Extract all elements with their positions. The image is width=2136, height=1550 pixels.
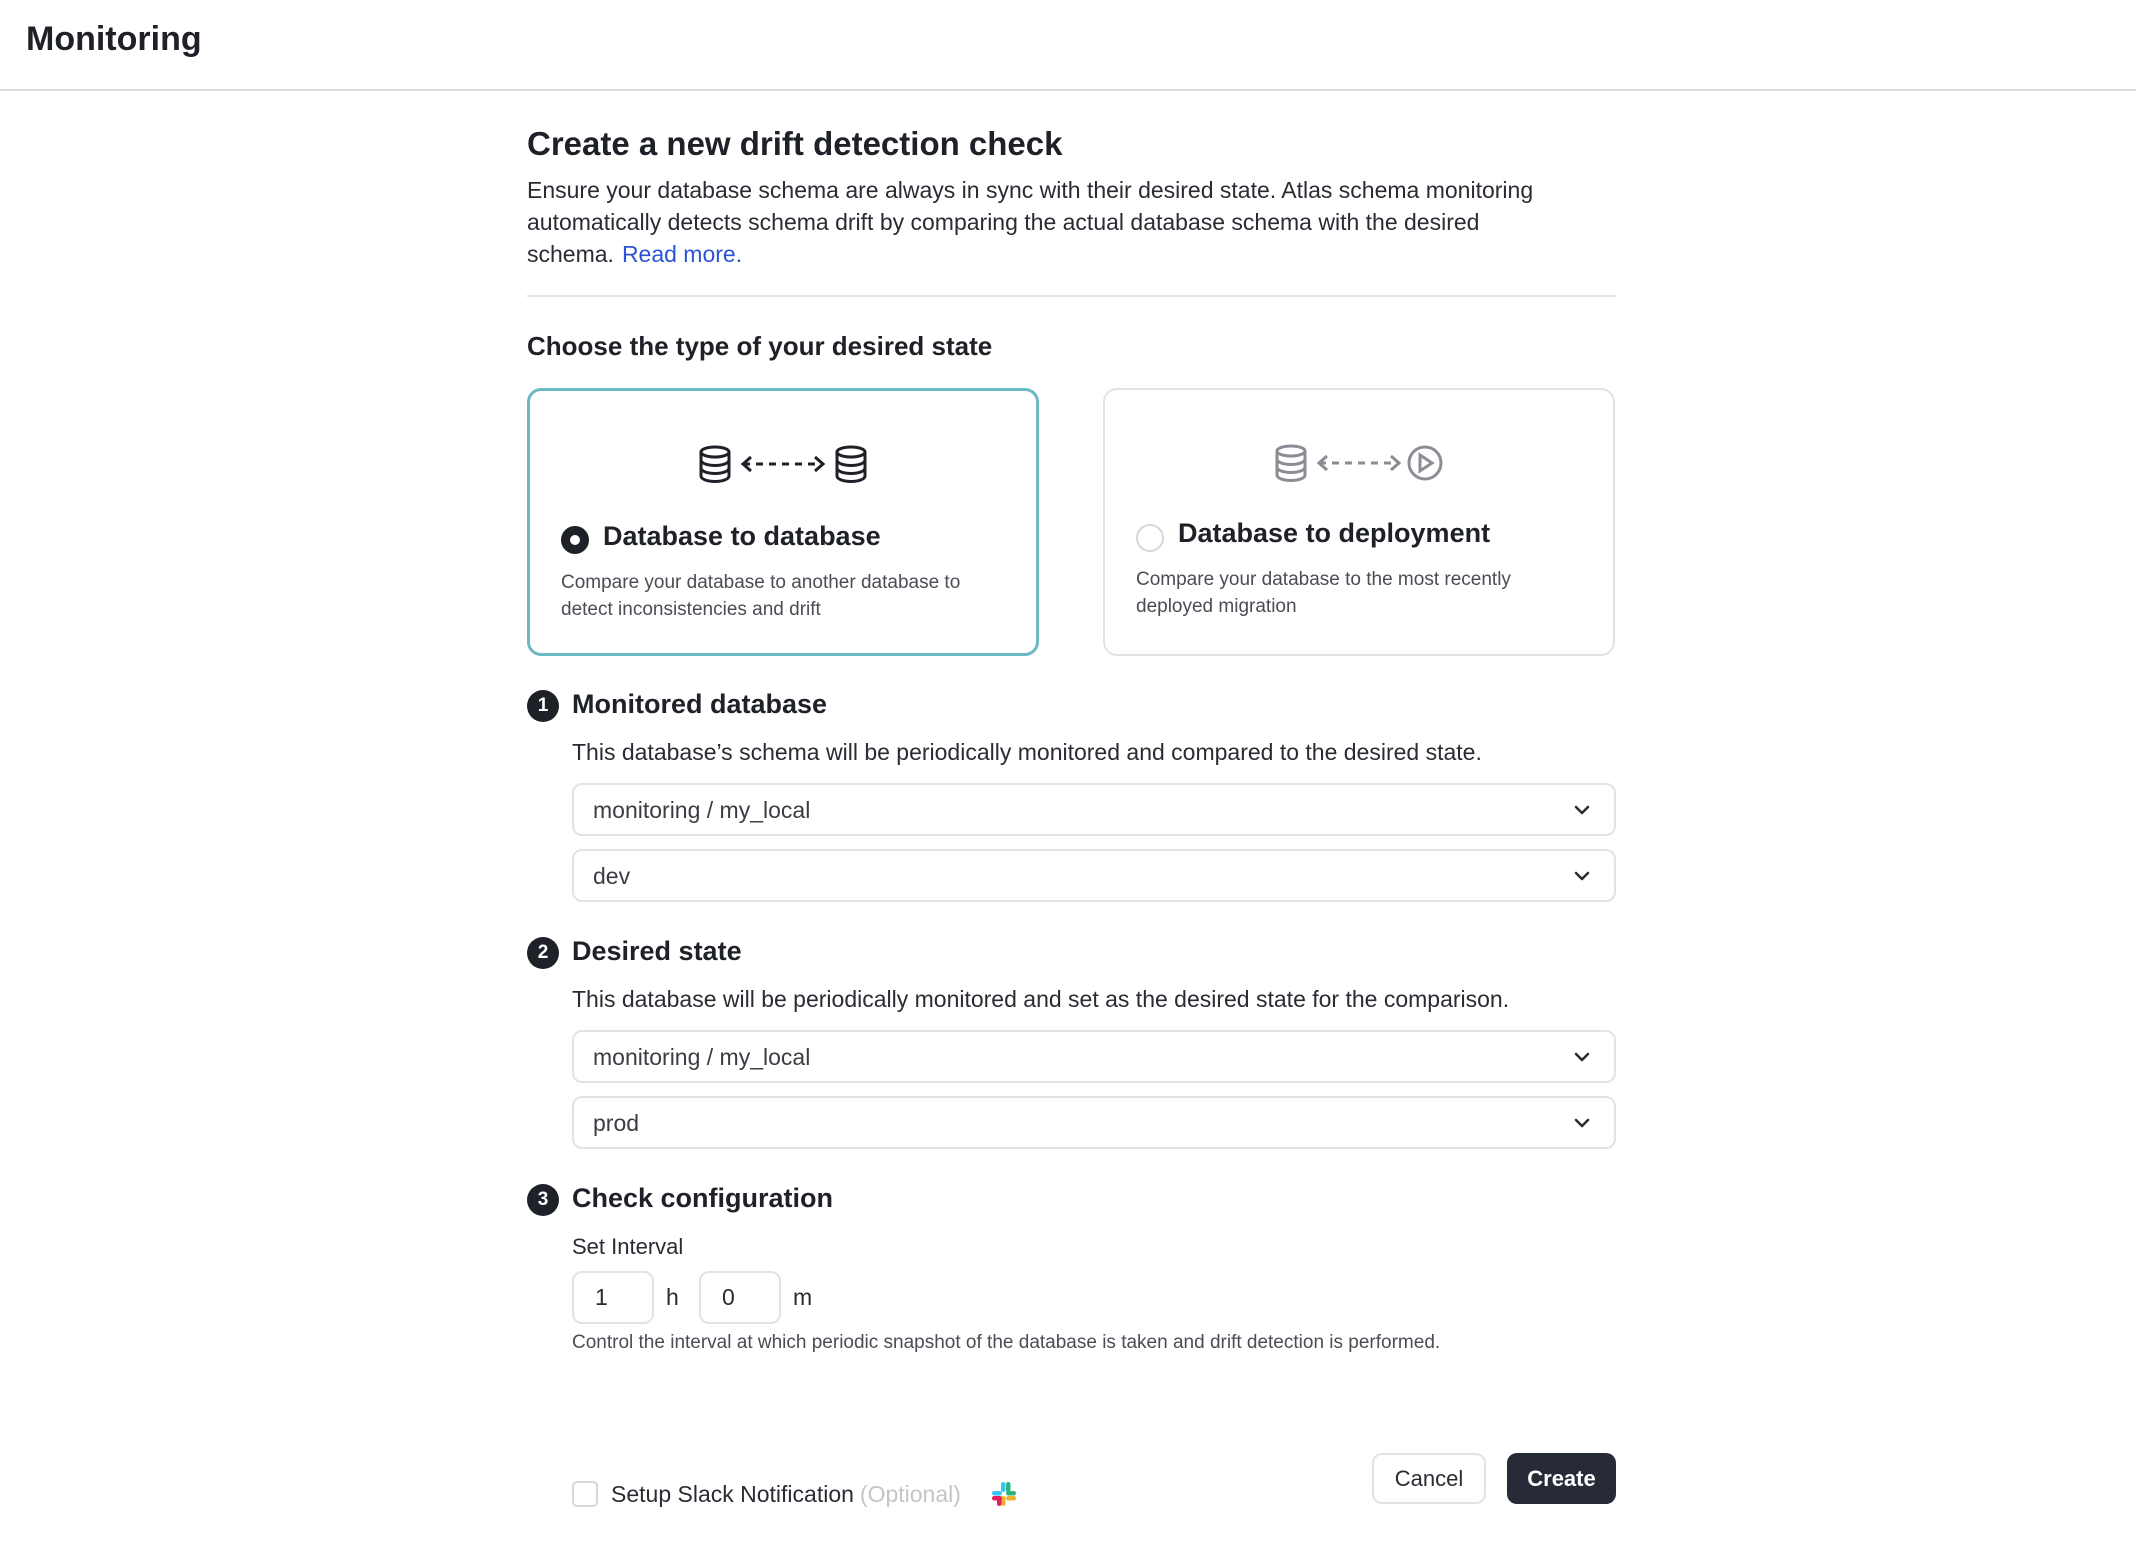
slack-notification-label[interactable] xyxy=(611,1481,961,1508)
database-icon xyxy=(837,447,865,482)
option-title: Database to database xyxy=(603,521,881,551)
top-bar xyxy=(0,0,2136,91)
step-number-badge: 3 xyxy=(527,1184,559,1216)
divider xyxy=(527,295,1616,297)
interval-hours-input[interactable] xyxy=(572,1271,654,1324)
intro-text xyxy=(527,174,1616,270)
chevron-down-icon xyxy=(1572,866,1592,886)
chevron-down-icon xyxy=(1572,800,1592,820)
option-title: Database to deployment xyxy=(1178,518,1491,548)
step-title-check-configuration: Check configuration xyxy=(572,1183,834,1213)
bidirectional-arrow-icon xyxy=(743,457,823,471)
step-number-badge: 2 xyxy=(527,937,559,969)
intro-body: Ensure your database schema are always in sync with their desired state. Atlas schema monitoring automatically detects schema drift by comparing the actual database schema with the desired schema. xyxy=(527,177,1534,267)
slack-notification-checkbox[interactable] xyxy=(572,1481,598,1507)
step-description: This database’s schema will be periodically monitored and compared to the desired state. xyxy=(572,739,1482,765)
card-icons xyxy=(530,443,1036,485)
cancel-button[interactable]: Cancel xyxy=(1372,1453,1486,1504)
step-number-badge: 1 xyxy=(527,690,559,722)
slack-icon xyxy=(990,1480,1018,1508)
chevron-down-icon xyxy=(1572,1113,1592,1133)
minutes-unit: m xyxy=(793,1284,813,1310)
chevron-down-icon xyxy=(1572,1047,1592,1067)
step-description: This database will be periodically monitored and set as the desired state for the comparison. xyxy=(572,986,1510,1012)
option-description: Compare your database to the most recently deployed migration xyxy=(1136,569,1511,617)
page-title: Create a new drift detection check xyxy=(527,125,1063,162)
step-title-desired-state: Desired state xyxy=(572,936,742,966)
db-to-deployment-illustration xyxy=(1274,442,1444,484)
create-button[interactable]: Create xyxy=(1507,1453,1616,1504)
radio-button[interactable] xyxy=(1136,524,1164,552)
option-database-to-database[interactable] xyxy=(527,388,1039,656)
radio-button-selected[interactable] xyxy=(561,526,589,554)
play-circle-icon xyxy=(1409,447,1441,479)
card-icons xyxy=(1105,442,1613,484)
optional-hint: (Optional) xyxy=(859,1481,961,1507)
db-to-db-illustration xyxy=(698,443,868,485)
state-type-heading: Choose the type of your desired state xyxy=(527,331,993,361)
database-icon xyxy=(701,447,729,482)
bidirectional-arrow-icon xyxy=(1319,456,1399,470)
option-database-to-deployment[interactable] xyxy=(1103,388,1615,656)
select-value: monitoring / my_local xyxy=(593,797,811,823)
slack-label-text: Setup Slack Notification xyxy=(611,1481,854,1507)
app-title: Monitoring xyxy=(26,20,202,58)
select-value: monitoring / my_local xyxy=(593,1044,811,1070)
database-icon xyxy=(1277,446,1305,481)
option-description: Compare your database to another database to detect inconsistencies and drift xyxy=(561,572,961,620)
desired-environment-select[interactable] xyxy=(572,1096,1616,1149)
read-more-link[interactable]: Read more. xyxy=(621,241,743,267)
monitored-project-select[interactable] xyxy=(572,783,1616,836)
select-value: prod xyxy=(593,1110,640,1136)
monitored-environment-select[interactable] xyxy=(572,849,1616,902)
hours-unit: h xyxy=(666,1284,679,1310)
step-title-monitored-database: Monitored database xyxy=(572,689,828,719)
desired-project-select[interactable] xyxy=(572,1030,1616,1083)
interval-help-text: Control the interval at which periodic snapshot of the database is taken and drift detection is performed. xyxy=(572,1332,1441,1353)
interval-label: Set Interval xyxy=(572,1234,684,1259)
select-value: dev xyxy=(593,863,631,889)
interval-minutes-input[interactable] xyxy=(699,1271,781,1324)
